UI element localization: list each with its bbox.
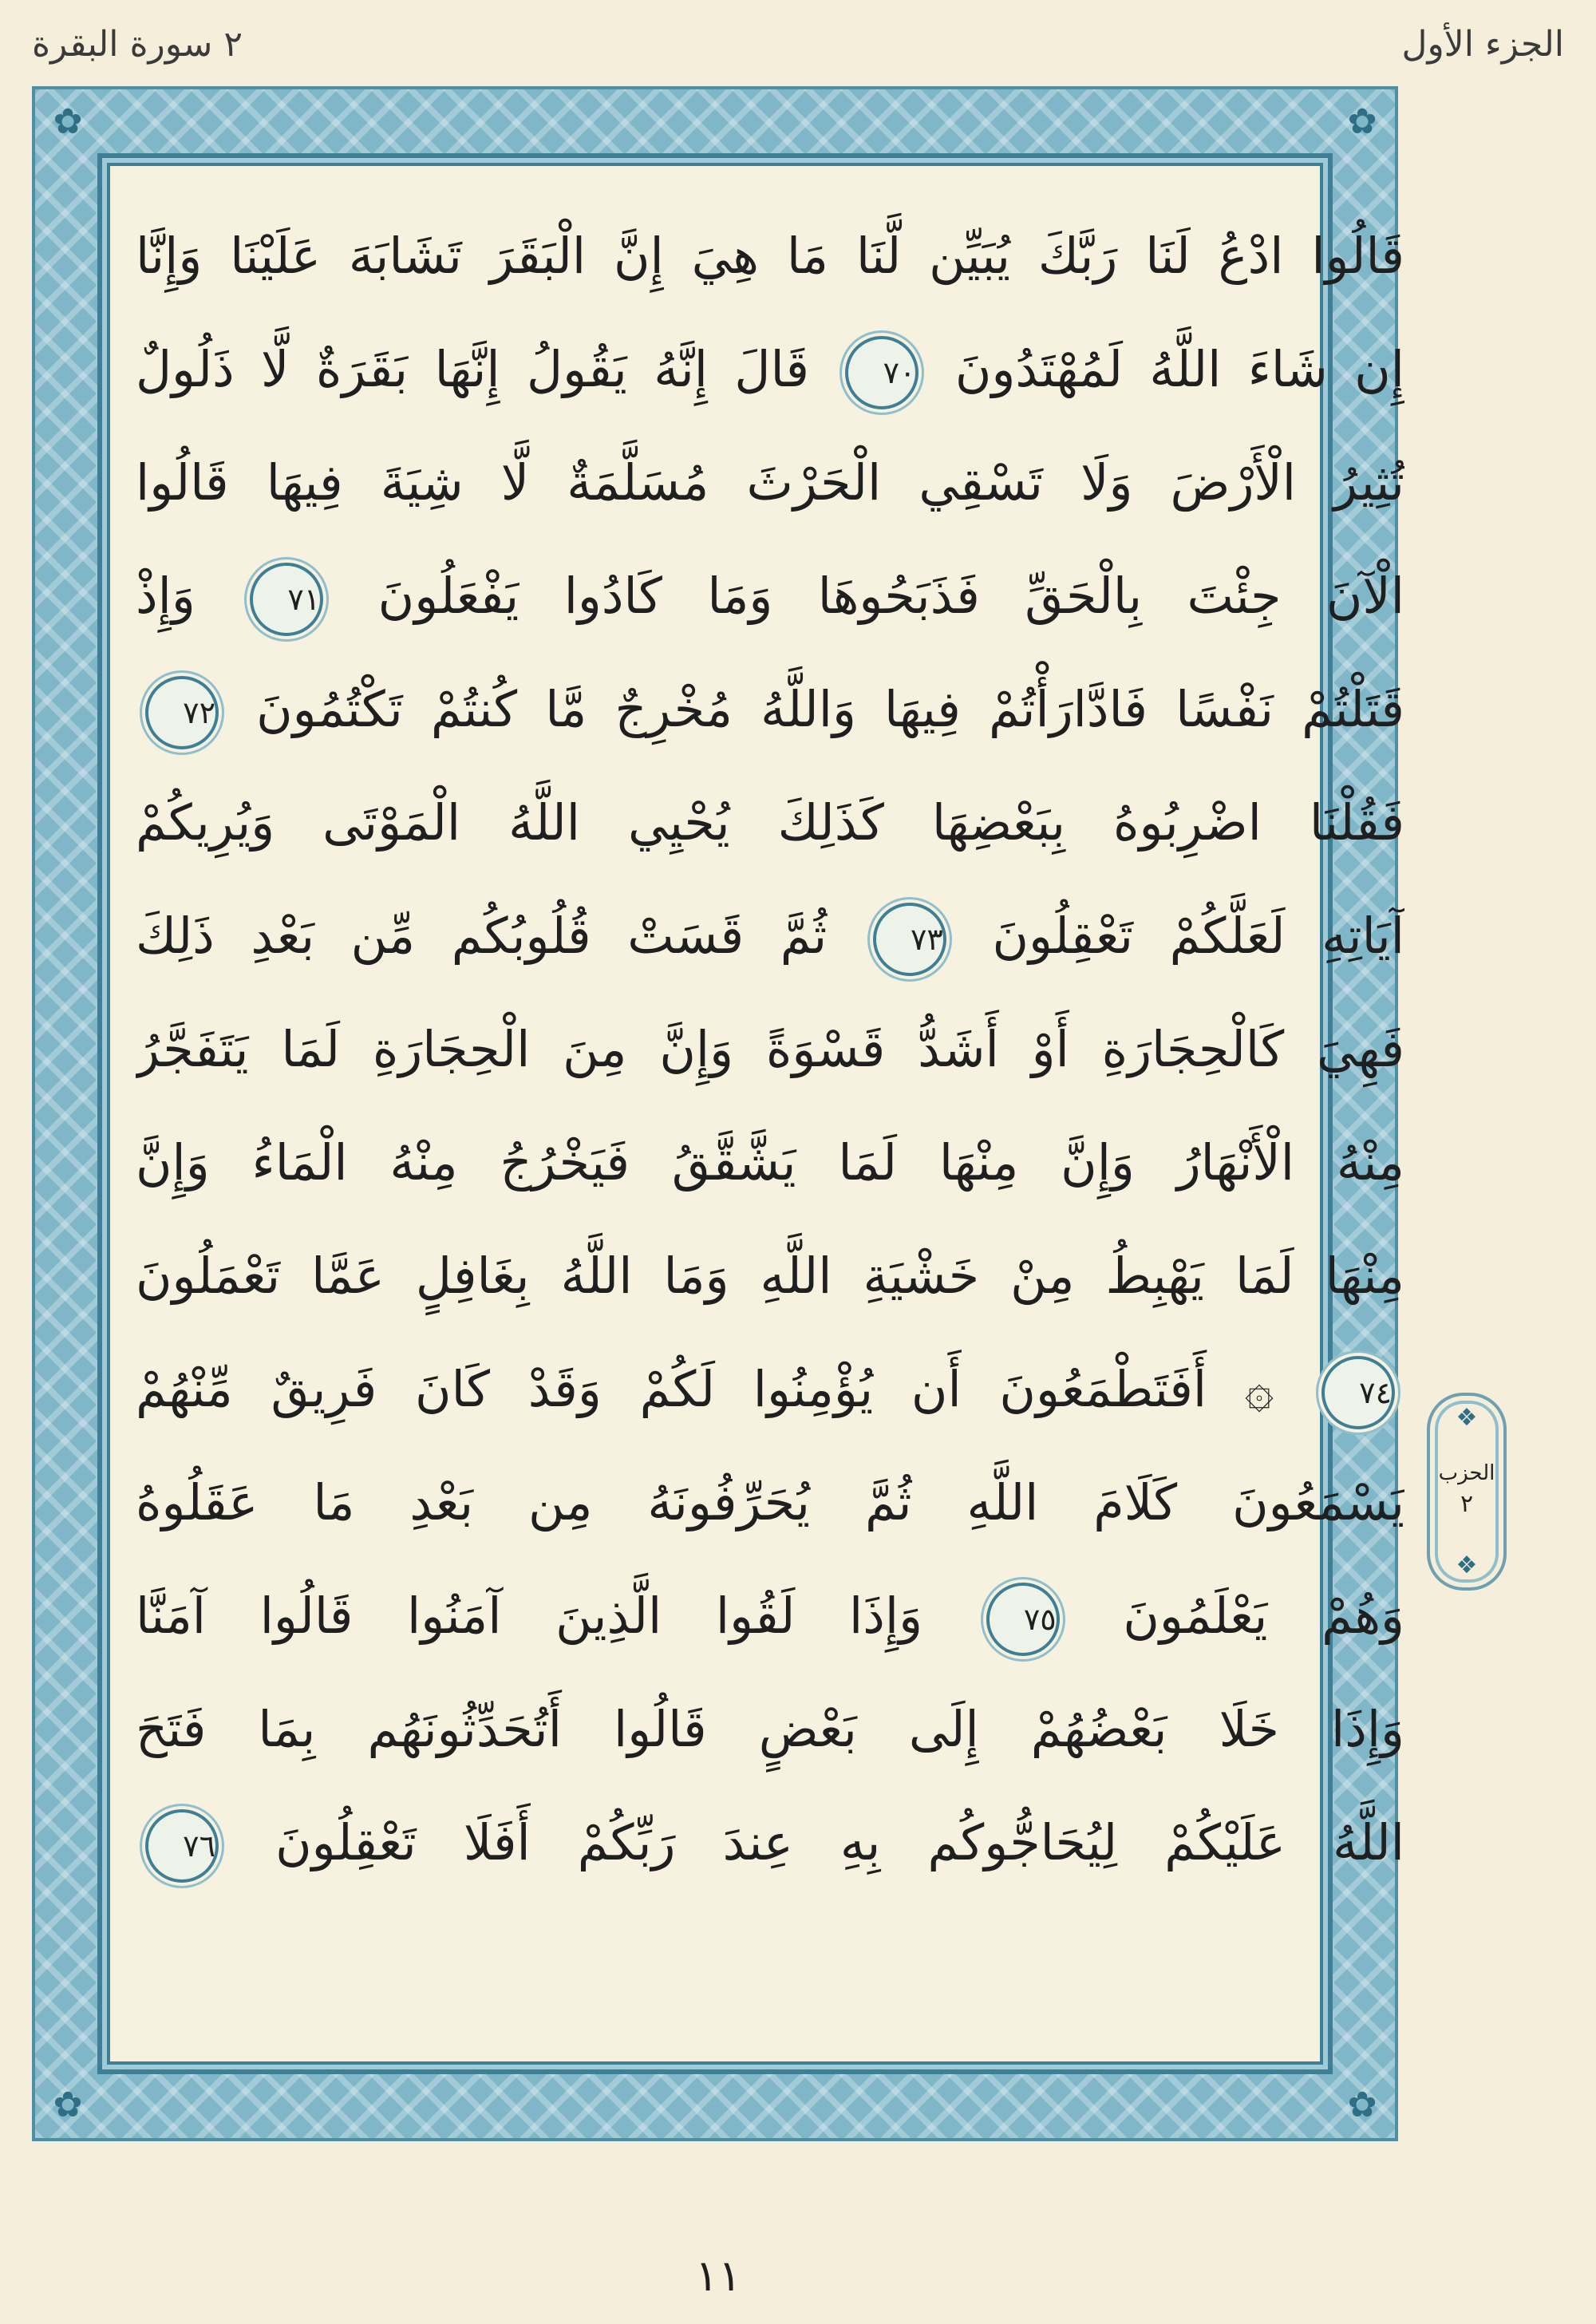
hizb-marker bbox=[1427, 1393, 1507, 1591]
surah-title bbox=[32, 24, 257, 65]
text-line: الْآنَ جِئْتَ بِالْحَقِّ فَذَبَحُوهَا وَمَا كَادُوا يَفْعَلُونَ ٧١ وَإِذْ bbox=[136, 540, 1404, 653]
juz-title: الجزء الأول bbox=[1401, 24, 1564, 65]
text-line: فَقُلْنَا اضْرِبُوهُ بِبَعْضِهَا كَذَلِكَ يُحْيِي اللَّهُ الْمَوْتَى وَيُرِيكُمْ bbox=[136, 793, 1404, 852]
text-line: قَتَلْتُمْ نَفْسًا فَادَّارَأْتُمْ فِيهَا وَاللَّهُ مُخْرِجٌ مَّا كُنتُمْ تَكْتُمُونَ ٧٢ bbox=[136, 653, 1404, 766]
ayah-number: ٧٣ bbox=[873, 903, 946, 976]
text-line: مِنْهُ الْأَنْهَارُ وَإِنَّ مِنْهَا لَمَا يَشَّقَّقُ فَيَخْرُجُ مِنْهُ الْمَاءُ وَإِنَّ bbox=[136, 1133, 1404, 1192]
rub-marker-icon: ۞ bbox=[1244, 1360, 1274, 1418]
text-line: مِنْهَا لَمَا يَهْبِطُ مِنْ خَشْيَةِ اللَّهِ وَمَا اللَّهُ بِغَافِلٍ عَمَّا تَعْمَلُونَ bbox=[136, 1247, 1404, 1305]
ayah-number: ٧٢ bbox=[145, 676, 219, 749]
ayah-number: ٧٠ bbox=[845, 336, 918, 409]
corner-ornament-icon: ✿ bbox=[1347, 101, 1377, 142]
text-line: وَهُمْ يَعْلَمُونَ ٧٥ وَإِذَا لَقُوا الَّذِينَ آمَنُوا قَالُوا آمَنَّا bbox=[136, 1559, 1404, 1673]
text-line: قَالُوا ادْعُ لَنَا رَبَّكَ يُبَيِّن لَّنَا مَا هِيَ إِنَّ الْبَقَرَ تَشَابَهَ عَلَيْنَا وَإِنَّا bbox=[136, 227, 1404, 285]
text-line: ٧٤ ۞ أَفَتَطْمَعُونَ أَن يُؤْمِنُوا لَكُمْ وَقَدْ كَانَ فَرِيقٌ مِّنْهُمْ bbox=[136, 1333, 1404, 1446]
text-line: اللَّهُ عَلَيْكُمْ لِيُحَاجُّوكُم بِهِ عِندَ رَبِّكُمْ أَفَلَا تَعْقِلُونَ ٧٦ bbox=[136, 1786, 1404, 1899]
text-line: تُثِيرُ الْأَرْضَ وَلَا تَسْقِي الْحَرْثَ مُسَلَّمَةٌ لَّا شِيَةَ فِيهَا قَالُوا bbox=[136, 453, 1404, 512]
hizb-label: الحزب bbox=[1438, 1461, 1495, 1485]
corner-ornament-icon: ✿ bbox=[53, 2085, 83, 2125]
text-line: يَسْمَعُونَ كَلَامَ اللَّهِ ثُمَّ يُحَرِّفُونَهُ مِن بَعْدِ مَا عَقَلُوهُ bbox=[136, 1473, 1404, 1532]
page-number: ١١ bbox=[694, 2251, 741, 2301]
quran-text bbox=[136, 200, 1404, 2147]
hizb-number: ٢ bbox=[1460, 1490, 1474, 1518]
ayah-number: ٧١ bbox=[250, 563, 323, 636]
ayah-number: ٧٤ bbox=[1321, 1356, 1395, 1429]
corner-ornament-icon: ✿ bbox=[53, 101, 83, 142]
surah-name: سورة البقرة bbox=[32, 24, 213, 65]
text-line: إِن شَاءَ اللَّهُ لَمُهْتَدُونَ ٧٠ قَالَ إِنَّهُ يَقُولُ إِنَّهَا بَقَرَةٌ لَّا ذَلُولٌ bbox=[136, 313, 1404, 426]
ornament-icon: ❖ bbox=[1456, 1551, 1478, 1579]
text-line: فَهِيَ كَالْحِجَارَةِ أَوْ أَشَدُّ قَسْوَةً وَإِنَّ مِنَ الْحِجَارَةِ لَمَا يَتَفَجَّرُ bbox=[136, 1020, 1404, 1078]
ornament-icon: ❖ bbox=[1456, 1404, 1478, 1432]
corner-ornament-icon: ✿ bbox=[1347, 2085, 1377, 2125]
page-header bbox=[32, 16, 1564, 88]
ayah-number: ٧٦ bbox=[145, 1809, 219, 1883]
text-line: آيَاتِهِ لَعَلَّكُمْ تَعْقِلُونَ ٧٣ ثُمَّ قَسَتْ قُلُوبُكُم مِّن بَعْدِ ذَلِكَ bbox=[136, 879, 1404, 993]
text-line: وَإِذَا خَلَا بَعْضُهُمْ إِلَى بَعْضٍ قَالُوا أَتُحَدِّثُونَهُم بِمَا فَتَحَ bbox=[136, 1700, 1404, 1758]
ayah-number: ٧٥ bbox=[986, 1583, 1060, 1656]
surah-number: ٢ bbox=[223, 24, 243, 65]
